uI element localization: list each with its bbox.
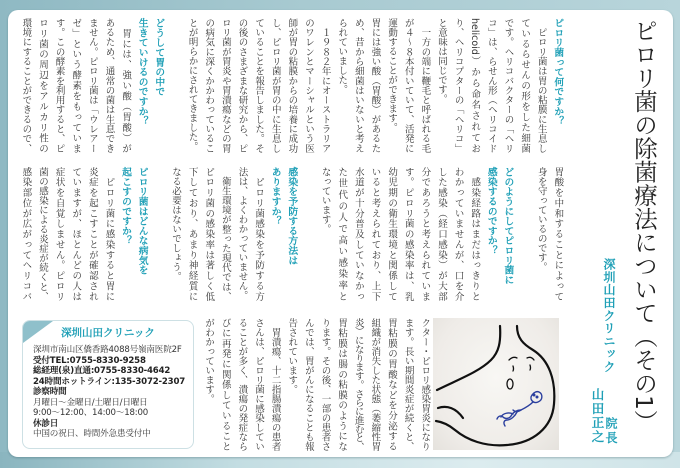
article-line: 分であろうと考えられていま (419, 167, 431, 301)
section-heading: どのようにしてピロリ菌に (502, 167, 514, 285)
article-line: 衛生環境が整った現代では、 (219, 167, 231, 301)
article-line: 身を守っているのです。 (535, 167, 547, 272)
article-line: り、ヘリコプターの「ヘリコ」 (452, 18, 464, 153)
article-line: １９８２年にオーストラリア (319, 18, 331, 153)
article-line: ります。その後、一部の患者さ (319, 318, 331, 451)
article-line: の病気に深くかかわっているこ (203, 18, 215, 153)
article-line: た世代の人で高い感染率と (336, 167, 348, 301)
article-line: し、ピロリ菌が胃の中に生息し (269, 18, 281, 153)
clinic-hours-times: 9:00～12:00、14:00～18:00 (33, 408, 148, 418)
article-line: 幼児期の衛生環境と関係して (386, 167, 398, 301)
article-line: です。ヘリコバクターの「ヘリ (502, 18, 514, 153)
clinic-hotline: 24時間ホットライン:135-3072-2307 (33, 376, 185, 387)
article-row-top (17, 18, 566, 153)
article-line: ません。ピロリ菌は「ウレアー (86, 18, 98, 153)
article-line: 胃粘膜は腸の粘膜のようにな (336, 318, 348, 451)
clinic-hours-days: 月曜日～金曜日/土曜日/日曜日 (33, 397, 148, 408)
article-line: なっています。 (319, 167, 331, 234)
article-line: びに再発に関係していること (219, 318, 231, 451)
article-line: 環境にすることができるので、 (20, 18, 32, 153)
bacterium-icon (497, 392, 542, 426)
article-line: んでは、胃がんになることも報 (302, 318, 314, 451)
article-line: 法は、よくわかっていません。 (236, 167, 248, 300)
article-line: ピロリ菌感染を予防する方 (253, 167, 265, 301)
article-line: す。この酵素を利用すると、ピ (53, 18, 65, 153)
section-heading: 感染を予防する方法は (286, 167, 298, 265)
article-row-bottom (200, 318, 433, 451)
article-line: がわかっています。 (203, 318, 215, 404)
article-line: のワレンとマーシャルという医 (302, 18, 314, 153)
stomach-illustration (433, 318, 559, 450)
article-line: 運動することができます。 (386, 18, 398, 132)
article-line: ます。長い期間炎症が続くと、 (402, 318, 414, 451)
article-line: られていました。 (336, 18, 348, 94)
byline-clinic: 深圳山田クリニック (602, 258, 616, 374)
article-line: 下しており、あまり神経質に (186, 167, 198, 301)
clinic-closed-text: 中国の祝日、時間外急患受付中 (33, 429, 151, 439)
column-gap (515, 167, 532, 301)
article-line: す。ピロリ菌の感染率は、乳 (402, 167, 414, 301)
article-line: ていることを報告しました。そ (253, 18, 265, 153)
article-line: 胃潰瘍、十二指腸潰瘍の患者 (269, 318, 281, 451)
article-line: ているらせんの形をした細菌 (519, 18, 531, 153)
column-gap (299, 167, 316, 301)
article-line: ることが多く、潰瘍の発症なら (236, 318, 248, 451)
article-line: コ」は、らせん形（ヘリコイド (485, 18, 497, 153)
article-row-middle (17, 167, 566, 301)
article-line: あるため、通常の菌は生息でき (103, 18, 115, 153)
clinic-details (33, 345, 185, 440)
article-line: 告されています。 (286, 318, 298, 394)
section-heading: 起こすのですか？ (120, 167, 132, 246)
article-line: 師が胃の粘膜からの培養に成功 (286, 18, 298, 153)
clinic-info-box (22, 320, 194, 449)
article-line: ロリ菌の周辺をアルカリ性の (36, 18, 48, 153)
section-heading: どうして胃の中で (153, 18, 165, 97)
article-line: した感染（経口感染）が大部 (435, 167, 447, 301)
article-line: ピロリ菌に感染すると胃に (103, 167, 115, 301)
clinic-closed-label: 休診日 (33, 418, 59, 429)
article-line: わかっていませんが、口を介 (452, 167, 464, 301)
article-line: 組織が消失した状態（萎縮性胃 (369, 318, 381, 451)
article-line: さんは、ピロリ菌に感染してい (253, 318, 265, 451)
clinic-address: 深圳市南山区僑香路4088号嶺南医院2F (33, 345, 182, 355)
column-gap (150, 167, 167, 301)
article-line: ピロリ菌の感染率は著しく低 (203, 167, 215, 301)
section-heading: ありますか？ (269, 167, 281, 226)
section-heading: ピロリ菌はどんな病気を (136, 167, 148, 275)
article-line: ピロリ菌は胃の粘膜に生息し (535, 18, 547, 153)
clinic-manager-direct: 総経理(泉)直通:0755-8330-4642 (33, 366, 171, 376)
article-line: の後のさまざまな研究から、ピ (236, 18, 248, 153)
article-title: ピロリ菌の除菌療法について（その1） (630, 19, 658, 434)
article-line: 感染経路はまだはっきりと (469, 167, 481, 301)
stomach-icon (433, 318, 559, 450)
article-line: 感染部位が広がってヘリコバ (20, 167, 32, 301)
article-line: helicoid）から命名されてお (469, 18, 481, 153)
article-line: 炎）になります。さらに進むと、 (352, 318, 364, 451)
article-line: 胃には、強い酸（胃酸）が (120, 18, 132, 153)
article-line: 胃には強い酸（胃酸）があるた (369, 18, 381, 153)
article-line: とが明らかにされてきました。 (186, 18, 198, 151)
article-line: 症状を自覚しません。ピロリ (53, 167, 65, 301)
article-line: 一方の端に鞭毛と呼ばれる毛 (419, 18, 431, 153)
article-line: め、昔から細菌はいないと考え (352, 18, 364, 153)
section-heading: 生きていけるのですか？ (136, 18, 148, 126)
clinic-reception-tel: 受付TEL:0755-8330-9258 (33, 355, 146, 366)
article-line: 水道が十分普及していなかっ (352, 167, 364, 301)
column-gap (166, 18, 183, 153)
article-line: 胃酸を中和することによって (552, 167, 564, 301)
article-line: 胃粘膜の胃酸などを分泌する (386, 318, 398, 451)
section-heading: ピロリ菌って何ですか？ (552, 18, 564, 126)
clinic-hours-label: 診察時間 (33, 387, 67, 397)
article-line: ていますが、ほとんどの人は (70, 167, 82, 301)
section-heading: 感染するのですか？ (485, 167, 497, 256)
article-line: が４～８本付いていて、活発に (402, 18, 414, 153)
clinic-name: 深圳山田クリニック (61, 327, 155, 339)
article-line: クター・ピロリ感染胃炎になり (419, 318, 431, 451)
article-line: 炎症を起こすことが確認され (86, 167, 98, 301)
article-line: いると考えられており、上下 (369, 167, 381, 301)
article-line: なる必要はないでしょう。 (169, 167, 181, 281)
article-line: ゼ」という酵素をもっていま (70, 18, 82, 153)
article-line: 菌の感染による炎症が続くと、 (36, 167, 48, 301)
byline-role: 院長 (604, 417, 618, 446)
article-line: ロリ菌が胃炎や胃潰瘍などの胃 (219, 18, 231, 153)
byline-name: 山田正之 (590, 388, 605, 444)
article-line: と意味は同じです。 (435, 18, 447, 104)
